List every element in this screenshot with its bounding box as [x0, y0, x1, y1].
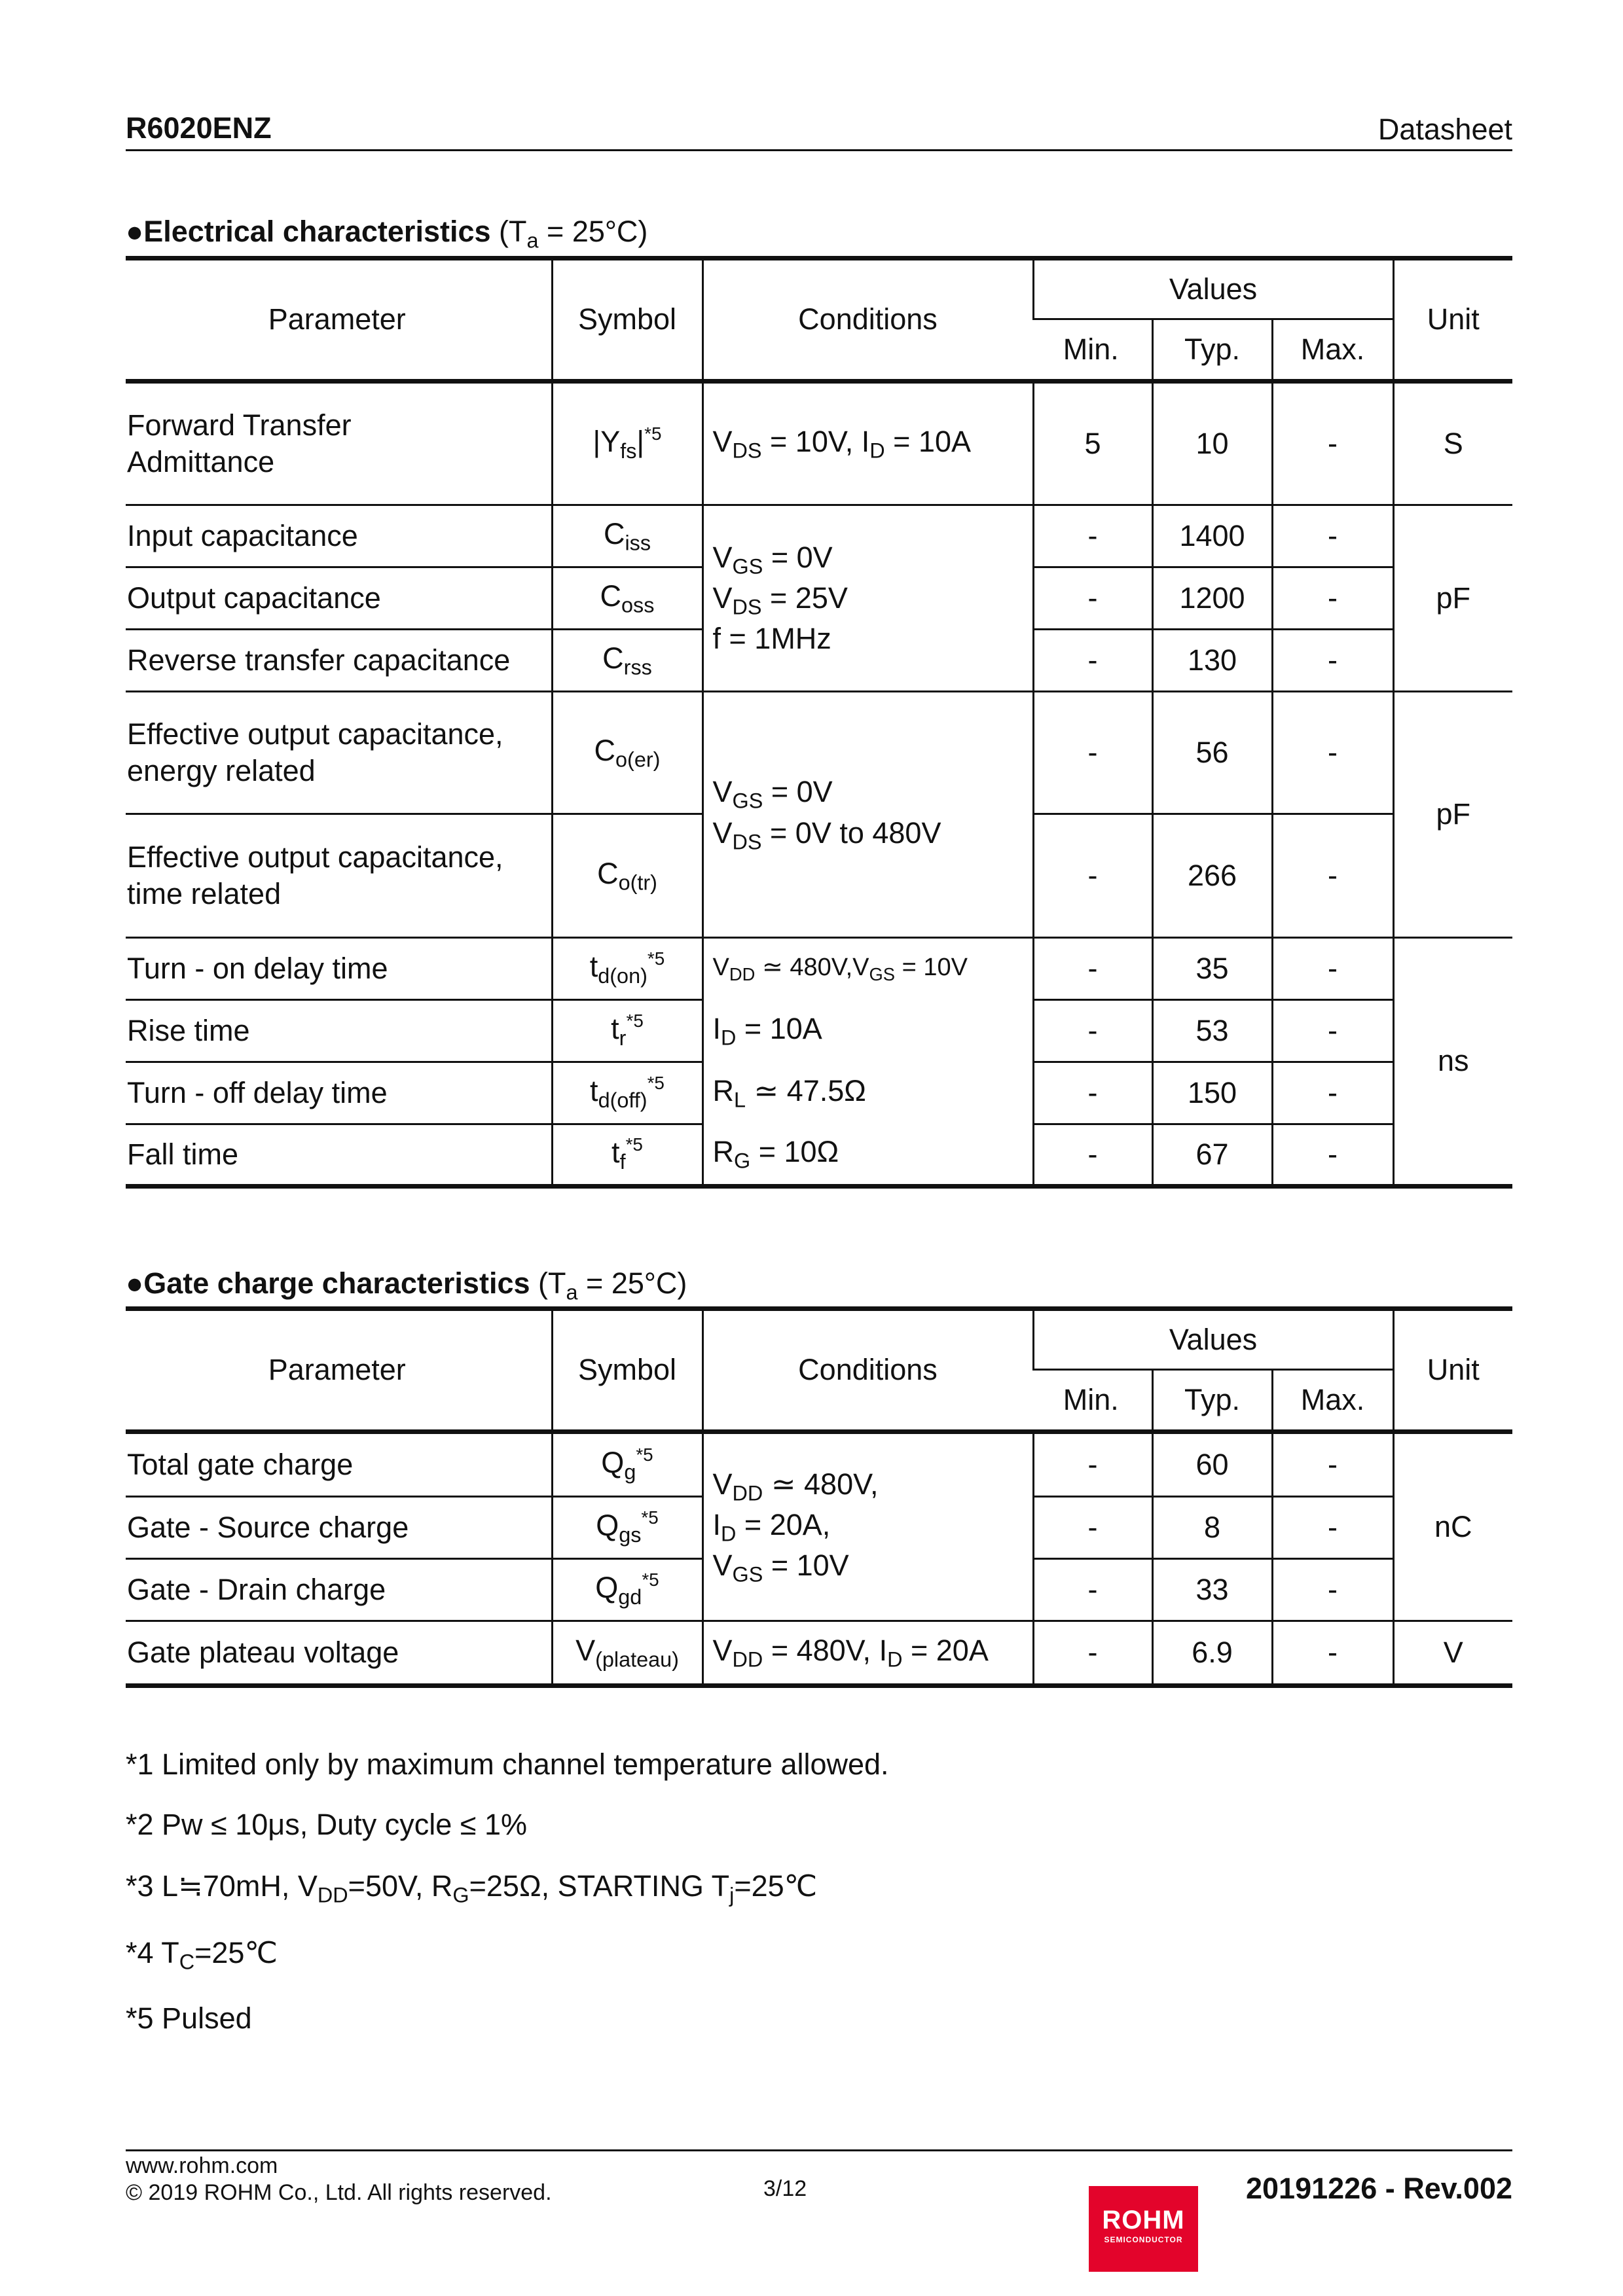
symbol-cell	[552, 505, 702, 567]
symbol-cell	[552, 382, 702, 505]
text-segment: *5	[644, 423, 662, 444]
symbol-cell	[552, 692, 702, 814]
logo-subtext: SEMICONDUCTOR	[1104, 2235, 1183, 2244]
text-segment: DS	[732, 830, 762, 854]
column-header-min: Min.	[1033, 1370, 1152, 1432]
text-segment: DS	[732, 595, 762, 619]
text-segment: V	[712, 581, 733, 615]
min-value-cell: -	[1033, 692, 1152, 814]
max-value-cell: -	[1272, 1497, 1393, 1559]
text-segment: *5 Pulsed	[126, 2001, 252, 2035]
max-value-cell: -	[1272, 1559, 1393, 1621]
text-segment: (T	[499, 215, 527, 248]
text-line	[713, 1466, 1029, 1507]
text-segment: D	[721, 1026, 737, 1050]
text-segment: C	[602, 641, 624, 675]
typ-value-cell: 150	[1152, 1062, 1272, 1124]
section-heading: Electrical characteristics	[143, 215, 491, 248]
parameter-cell	[126, 567, 552, 630]
text-line: Input capacitance	[127, 518, 358, 552]
text-segment: *3 L≒70mH, V	[126, 1869, 318, 1903]
text-segment: = 25°C)	[577, 1266, 687, 1300]
min-value-cell: -	[1033, 505, 1152, 567]
text-segment: V	[712, 775, 733, 809]
unit-cell: pF	[1393, 692, 1512, 938]
text-segment: *5	[626, 1011, 644, 1031]
max-value-cell: -	[1272, 505, 1393, 567]
text-line	[713, 1507, 1029, 1547]
typ-value-cell: 266	[1152, 814, 1272, 938]
text-line	[713, 620, 1029, 657]
text-line	[713, 539, 1029, 580]
text-segment: *5	[647, 1073, 665, 1094]
text-segment: V	[712, 540, 733, 574]
max-value-cell: -	[1272, 630, 1393, 692]
table-row	[126, 1062, 1512, 1124]
document-type: Datasheet	[1377, 113, 1512, 146]
text-segment: ≃ 47.5Ω	[746, 1073, 866, 1107]
table-row	[126, 1432, 1512, 1497]
footer-divider	[126, 2149, 1512, 2151]
text-segment: |	[636, 425, 645, 459]
table-row	[126, 382, 1512, 505]
text-segment: |Y	[593, 425, 621, 459]
text-line	[713, 1073, 1029, 1113]
text-segment: I	[712, 1507, 721, 1541]
text-segment: oss	[621, 593, 655, 617]
text-segment: GS	[869, 964, 896, 985]
parameter-cell	[126, 692, 552, 814]
conditions-cell	[702, 938, 1033, 1000]
max-value-cell: -	[1272, 814, 1393, 938]
text-segment: g	[624, 1460, 636, 1484]
parameter-cell	[126, 1621, 552, 1686]
text-segment: C	[594, 733, 616, 767]
text-segment: =25℃	[194, 1936, 278, 1969]
column-header-symbol: Symbol	[552, 259, 702, 382]
text-segment: f	[619, 1150, 626, 1174]
text-segment: DD	[729, 964, 756, 985]
text-segment: o(er)	[615, 747, 661, 772]
text-segment: = 10V	[895, 954, 968, 982]
column-header-symbol: Symbol	[552, 1309, 702, 1432]
text-line: Gate - Source charge	[127, 1510, 409, 1544]
text-segment: = 10V, I	[761, 424, 870, 458]
footnote	[126, 1748, 889, 1782]
symbol-cell	[552, 567, 702, 630]
text-segment: (T	[538, 1266, 566, 1300]
text-segment: =50V, R	[348, 1869, 453, 1903]
text-line: Total gate charge	[127, 1447, 354, 1481]
footnote	[126, 1869, 817, 1908]
text-segment: = 20A	[902, 1633, 989, 1667]
symbol-cell	[552, 938, 702, 1000]
symbol-cell	[552, 814, 702, 938]
text-segment: GS	[732, 554, 763, 579]
text-line: Output capacitance	[127, 581, 381, 615]
column-header-typ: Typ.	[1152, 1370, 1272, 1432]
text-line: Gate plateau voltage	[127, 1635, 399, 1669]
text-segment: j	[729, 1883, 735, 1907]
conditions-cell	[702, 1621, 1033, 1686]
text-segment: D	[721, 1522, 737, 1546]
typ-value-cell: 130	[1152, 630, 1272, 692]
logo-text: ROHM	[1102, 2206, 1185, 2234]
section-heading: Gate charge characteristics	[143, 1266, 530, 1300]
typ-value-cell: 56	[1152, 692, 1272, 814]
typ-value-cell: 67	[1152, 1124, 1272, 1187]
text-segment: ≃ 480V,V	[755, 954, 869, 982]
text-line	[713, 580, 1029, 620]
footnote	[126, 2001, 252, 2036]
text-line: energy related	[127, 754, 316, 787]
min-value-cell: -	[1033, 1497, 1152, 1559]
text-segment: = 25V	[761, 581, 848, 615]
header-divider	[126, 149, 1512, 151]
footnote	[126, 1935, 278, 1975]
parameter-cell	[126, 1000, 552, 1062]
conditions-cell	[702, 1432, 1033, 1621]
page-number: 3/12	[763, 2176, 807, 2201]
text-segment: D	[887, 1647, 903, 1672]
section-bullet: ●	[126, 1266, 144, 1300]
text-line	[713, 952, 1029, 986]
text-segment: D	[869, 439, 885, 463]
text-line	[713, 423, 1029, 464]
text-segment: = 0V	[763, 540, 833, 574]
text-line	[713, 774, 1029, 814]
text-line: Forward Transfer	[127, 408, 352, 442]
text-segment: iss	[625, 531, 651, 555]
symbol-cell	[552, 1497, 702, 1559]
text-segment: =25℃	[734, 1869, 818, 1903]
text-segment: = 10A	[884, 424, 972, 458]
text-segment: *4 T	[126, 1936, 179, 1969]
max-value-cell: -	[1272, 1621, 1393, 1686]
text-line: Effective output capacitance,	[127, 840, 503, 874]
text-line: Effective output capacitance,	[127, 717, 503, 751]
text-segment: t	[589, 950, 598, 984]
text-segment: gs	[619, 1523, 642, 1547]
gate-charge-table	[126, 1306, 1512, 1688]
max-value-cell: -	[1272, 692, 1393, 814]
max-value-cell: -	[1272, 1432, 1393, 1497]
text-line: Turn - on delay time	[127, 951, 388, 985]
text-segment: *5	[625, 1134, 643, 1155]
text-segment: = 10V	[763, 1549, 849, 1583]
column-header-max: Max.	[1272, 1370, 1393, 1432]
unit-cell: V	[1393, 1621, 1512, 1686]
min-value-cell: -	[1033, 938, 1152, 1000]
min-value-cell: 5	[1033, 382, 1152, 505]
text-segment: GS	[732, 1562, 763, 1587]
text-segment: *5	[636, 1444, 653, 1465]
text-segment: = 0V	[763, 775, 833, 809]
text-segment: o(tr)	[618, 870, 657, 895]
header-row	[126, 259, 1512, 319]
text-segment: r	[619, 1026, 627, 1050]
parameter-cell	[126, 1124, 552, 1187]
typ-value-cell: 1200	[1152, 567, 1272, 630]
typ-value-cell: 53	[1152, 1000, 1272, 1062]
text-segment: G	[734, 1149, 751, 1173]
text-segment: V	[575, 1633, 596, 1667]
unit-cell: ns	[1393, 938, 1512, 1187]
column-header-conditions: Conditions	[702, 259, 1033, 382]
typ-value-cell: 35	[1152, 938, 1272, 1000]
table-row	[126, 1000, 1512, 1062]
column-header-conditions: Conditions	[702, 1309, 1033, 1432]
text-segment: *2 Pw ≤ 10μs, Duty cycle ≤ 1%	[126, 1808, 528, 1841]
min-value-cell: -	[1033, 1124, 1152, 1187]
symbol-cell	[552, 1062, 702, 1124]
text-segment: t	[611, 1136, 620, 1170]
min-value-cell: -	[1033, 814, 1152, 938]
text-segment: t	[611, 1012, 619, 1046]
column-header-unit: Unit	[1393, 259, 1512, 382]
text-segment: = 10Ω	[750, 1135, 839, 1169]
unit-cell: nC	[1393, 1432, 1512, 1621]
max-value-cell: -	[1272, 938, 1393, 1000]
symbol-cell	[552, 1621, 702, 1686]
text-segment: V	[712, 424, 733, 458]
text-segment: R	[712, 1073, 734, 1107]
text-segment: L	[734, 1088, 746, 1112]
table-row	[126, 505, 1512, 567]
max-value-cell: -	[1272, 567, 1393, 630]
min-value-cell: -	[1033, 630, 1152, 692]
text-line: Gate - Drain charge	[127, 1572, 386, 1606]
symbol-cell	[552, 1559, 702, 1621]
text-segment: R	[712, 1135, 734, 1169]
text-line: Reverse transfer capacitance	[127, 643, 511, 677]
column-header-parameter: Parameter	[126, 1309, 552, 1432]
text-line: Admittance	[127, 445, 275, 478]
footnote	[126, 1808, 527, 1842]
min-value-cell: -	[1033, 1062, 1152, 1124]
min-value-cell: -	[1033, 1621, 1152, 1686]
text-line: Turn - off delay time	[127, 1075, 388, 1109]
section-title-electrical	[126, 215, 647, 253]
text-segment: *5	[641, 1507, 659, 1528]
parameter-cell	[126, 1432, 552, 1497]
text-segment: fs	[620, 439, 637, 463]
text-line	[713, 1134, 1029, 1174]
electrical-characteristics-table	[126, 256, 1512, 1189]
min-value-cell: -	[1033, 1432, 1152, 1497]
header-row	[126, 1309, 1512, 1370]
text-segment: = 480V, I	[763, 1633, 888, 1667]
column-header-min: Min.	[1033, 319, 1152, 382]
text-segment: a	[566, 1280, 578, 1304]
footer-copyright: © 2019 ROHM Co., Ltd. All rights reserved.	[126, 2180, 552, 2205]
text-segment: = 10A	[736, 1011, 822, 1045]
text-segment: V	[712, 1467, 733, 1501]
text-line: time related	[127, 877, 282, 910]
parameter-cell	[126, 505, 552, 567]
table-row	[126, 1621, 1512, 1686]
text-segment: Q	[595, 1571, 619, 1605]
section-bullet: ●	[126, 215, 144, 248]
symbol-cell	[552, 1432, 702, 1497]
conditions-cell	[702, 1000, 1033, 1062]
text-line: Fall time	[127, 1137, 239, 1171]
parameter-cell	[126, 630, 552, 692]
text-line: Rise time	[127, 1013, 250, 1047]
column-header-values: Values	[1033, 1309, 1393, 1370]
column-header-unit: Unit	[1393, 1309, 1512, 1432]
text-segment: *5	[647, 948, 665, 969]
typ-value-cell: 33	[1152, 1559, 1272, 1621]
text-segment: DD	[732, 1647, 763, 1672]
text-segment: rss	[623, 655, 652, 679]
text-segment: Q	[596, 1509, 619, 1543]
conditions-cell	[702, 382, 1033, 505]
section-title-gate-charge	[126, 1266, 687, 1305]
unit-cell: pF	[1393, 505, 1512, 692]
text-line	[713, 1547, 1029, 1588]
text-segment: C	[597, 856, 619, 890]
text-segment: d(off)	[598, 1088, 647, 1113]
revision: 20191226 - Rev.002	[1246, 2172, 1512, 2205]
text-segment: a	[526, 228, 539, 253]
typ-value-cell: 1400	[1152, 505, 1272, 567]
footer-url[interactable]: www.rohm.com	[126, 2153, 278, 2178]
text-segment: = 0V to 480V	[761, 816, 941, 850]
text-segment: C	[603, 516, 625, 550]
max-value-cell: -	[1272, 1000, 1393, 1062]
typ-value-cell: 60	[1152, 1432, 1272, 1497]
parameter-cell	[126, 382, 552, 505]
text-segment: (plateau)	[595, 1647, 679, 1672]
column-header-parameter: Parameter	[126, 259, 552, 382]
max-value-cell: -	[1272, 1062, 1393, 1124]
max-value-cell: -	[1272, 382, 1393, 505]
text-segment: d(on)	[598, 964, 647, 988]
text-segment: DS	[732, 439, 762, 463]
typ-value-cell: 6.9	[1152, 1621, 1272, 1686]
symbol-cell	[552, 630, 702, 692]
column-header-typ: Typ.	[1152, 319, 1272, 382]
text-segment: t	[590, 1074, 598, 1108]
text-segment: DD	[732, 1481, 763, 1505]
text-segment: V	[712, 1633, 733, 1667]
text-segment: C	[600, 579, 622, 613]
conditions-cell	[702, 505, 1033, 692]
symbol-cell	[552, 1000, 702, 1062]
min-value-cell: -	[1033, 567, 1152, 630]
text-segment: GS	[732, 789, 763, 813]
conditions-cell	[702, 692, 1033, 938]
column-header-values: Values	[1033, 259, 1393, 319]
text-segment: *1 Limited only by maximum channel temperature allowed.	[126, 1748, 889, 1781]
conditions-cell	[702, 1124, 1033, 1187]
text-segment: =25Ω, STARTING T	[469, 1869, 730, 1903]
text-line	[713, 815, 1029, 855]
text-segment: ≃ 480V,	[763, 1467, 879, 1501]
text-segment: V	[712, 1549, 733, 1583]
unit-cell: S	[1393, 382, 1512, 505]
table-row	[126, 692, 1512, 814]
text-segment: G	[452, 1883, 469, 1907]
text-line	[713, 1632, 1029, 1673]
table-row	[126, 938, 1512, 1000]
parameter-cell	[126, 938, 552, 1000]
text-segment: *5	[642, 1570, 659, 1590]
max-value-cell: -	[1272, 1124, 1393, 1187]
text-segment: = 20A,	[736, 1507, 831, 1541]
text-segment: DD	[317, 1883, 348, 1907]
text-segment: Q	[601, 1446, 625, 1480]
typ-value-cell: 8	[1152, 1497, 1272, 1559]
parameter-cell	[126, 814, 552, 938]
parameter-cell	[126, 1062, 552, 1124]
column-header-max: Max.	[1272, 319, 1393, 382]
text-segment: V	[712, 816, 733, 850]
typ-value-cell: 10	[1152, 382, 1272, 505]
table-row	[126, 1124, 1512, 1187]
text-segment: I	[712, 1011, 721, 1045]
rohm-logo	[1089, 2186, 1198, 2272]
text-segment: C	[179, 1950, 195, 1974]
min-value-cell: -	[1033, 1000, 1152, 1062]
text-line	[713, 1011, 1029, 1051]
min-value-cell: -	[1033, 1559, 1152, 1621]
part-number: R6020ENZ	[126, 111, 272, 145]
text-segment: V	[712, 954, 729, 982]
symbol-cell	[552, 1124, 702, 1187]
text-segment: gd	[618, 1585, 642, 1609]
text-segment: = 25°C)	[538, 215, 648, 248]
conditions-cell	[702, 1062, 1033, 1124]
text-segment: f = 1MHz	[712, 622, 831, 656]
parameter-cell	[126, 1559, 552, 1621]
parameter-cell	[126, 1497, 552, 1559]
